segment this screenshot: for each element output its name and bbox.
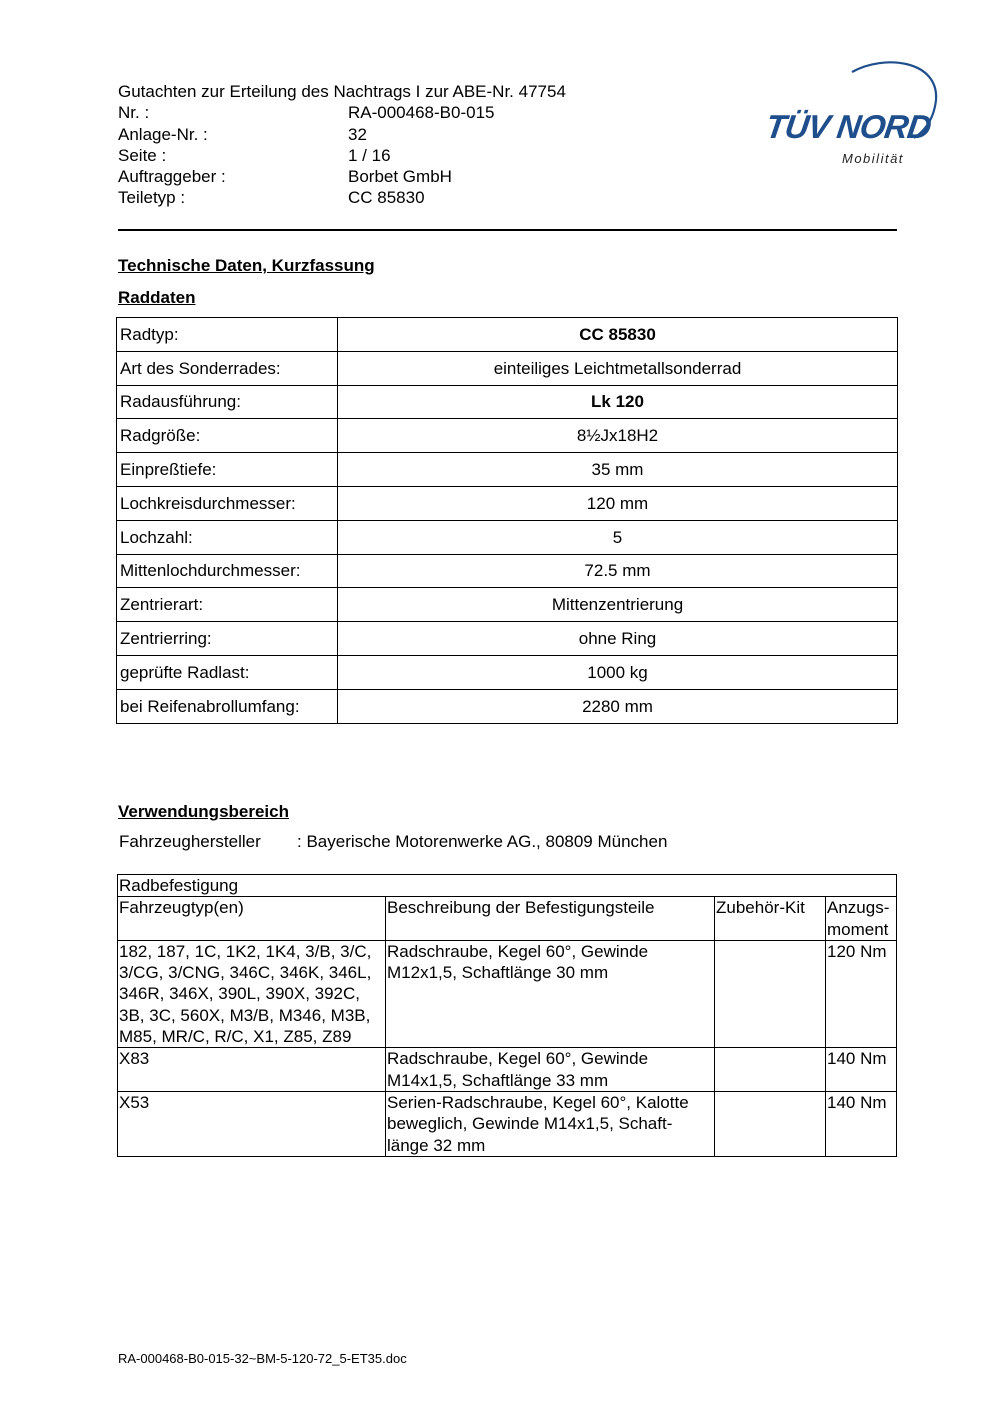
wheel-label: Radtyp:	[117, 318, 338, 352]
table-row	[117, 588, 898, 622]
table-row	[117, 520, 898, 554]
wheel-value: 2280 mm	[338, 689, 898, 723]
torque-cell: 140 Nm	[826, 1091, 897, 1156]
table-row	[118, 1091, 897, 1156]
table-row	[117, 318, 898, 352]
table-row	[118, 940, 897, 1047]
header-divider	[118, 229, 897, 231]
wheel-value: Lk 120	[338, 385, 898, 419]
maker-label: Fahrzeughersteller	[119, 832, 261, 851]
torque-cell: 120 Nm	[826, 940, 897, 1047]
description-cell: Serien-Radschraube, Kegel 60°, Kalotte beweglich, Gewinde M14x1,5, Schaft- länge 32 mm	[386, 1091, 715, 1156]
maker-value: : Bayerische Motorenwerke AG., 80809 München	[297, 832, 668, 851]
wheel-value: ohne Ring	[338, 622, 898, 656]
vehicle-types-cell: 182, 187, 1C, 1K2, 1K4, 3/B, 3/C, 3/CG, 3/CNG, 346C, 346K, 346L, 346R, 346X, 390L, 390X, 392C, 3B, 3C, 560X, M3/B, M346, M3B, M85, MR/C, R/C, X1, Z85, Z89	[118, 940, 386, 1047]
fixing-table-caption: Radbefestigung	[118, 875, 897, 897]
kit-cell	[715, 1048, 826, 1092]
description-cell: Radschraube, Kegel 60°, Gewinde M12x1,5, Schaftlänge 30 mm	[386, 940, 715, 1047]
section-title-technical: Technische Daten, Kurzfassung	[118, 256, 375, 275]
wheel-label: Zentrierring:	[117, 622, 338, 656]
wheel-value: 5	[338, 520, 898, 554]
header-label-anlage: Anlage-Nr. :	[118, 124, 208, 144]
wheel-value: 35 mm	[338, 453, 898, 487]
header-value-auftraggeber: Borbet GmbH	[348, 167, 452, 187]
table-row	[117, 419, 898, 453]
description-cell: Radschraube, Kegel 60°, Gewinde M14x1,5, Schaftlänge 33 mm	[386, 1048, 715, 1092]
wheel-label: Lochzahl:	[117, 520, 338, 554]
column-header-types: Fahrzeugtyp(en)	[118, 897, 386, 941]
wheel-data-table	[116, 317, 898, 724]
torque-cell: 140 Nm	[826, 1048, 897, 1092]
header-label-teiletyp: Teiletyp :	[118, 188, 186, 208]
wheel-value: 1000 kg	[338, 655, 898, 689]
kit-cell	[715, 1091, 826, 1156]
wheel-value: einteiliges Leichtmetallsonderrad	[338, 351, 898, 385]
header-label-nr: Nr. :	[118, 103, 150, 123]
logo-subtitle: Mobilität	[842, 151, 904, 166]
column-header-torque: Anzugs- moment	[826, 897, 897, 941]
table-row	[117, 622, 898, 656]
header-label-auftraggeber: Auftraggeber :	[118, 167, 226, 187]
document-title: Gutachten zur Erteilung des Nachtrags I zur ABE-Nr. 47754	[118, 82, 566, 101]
column-header-kit: Zubehör-Kit	[715, 897, 826, 941]
table-row	[117, 655, 898, 689]
header-label-seite: Seite :	[118, 145, 167, 165]
wheel-label: Einpreßtiefe:	[117, 453, 338, 487]
table-row	[118, 1048, 897, 1092]
wheel-value: 120 mm	[338, 486, 898, 520]
table-row	[117, 351, 898, 385]
fixing-table	[117, 874, 897, 1157]
column-header-description: Beschreibung der Befestigungsteile	[386, 897, 715, 941]
wheel-label: Art des Sonderrades:	[117, 351, 338, 385]
table-row	[117, 689, 898, 723]
wheel-label: Radausführung:	[117, 385, 338, 419]
wheel-label: Mittenlochdurchmesser:	[117, 554, 338, 588]
table-header-row	[118, 897, 897, 941]
wheel-label: Lochkreisdurchmesser:	[117, 486, 338, 520]
footer-filename: RA-000468-B0-015-32~BM-5-120-72_5-ET35.doc	[118, 1351, 407, 1366]
wheel-value: 8½Jx18H2	[338, 419, 898, 453]
header-value-nr: RA-000468-B0-015	[348, 103, 495, 123]
section-subtitle-raddaten: Raddaten	[118, 288, 196, 307]
wheel-label: geprüfte Radlast:	[117, 655, 338, 689]
kit-cell	[715, 940, 826, 1047]
table-row	[117, 453, 898, 487]
header-value-anlage: 32	[348, 124, 367, 144]
table-row	[117, 554, 898, 588]
tuv-nord-logo	[764, 58, 944, 173]
header-value-teiletyp: CC 85830	[348, 188, 425, 208]
wheel-value: Mittenzentrierung	[338, 588, 898, 622]
header-value-seite: 1 / 16	[348, 145, 391, 165]
wheel-label: Zentrierart:	[117, 588, 338, 622]
wheel-label: bei Reifenabrollumfang:	[117, 689, 338, 723]
section-title-usage: Verwendungsbereich	[118, 802, 289, 821]
table-row	[118, 875, 897, 897]
table-row	[117, 486, 898, 520]
wheel-value: 72.5 mm	[338, 554, 898, 588]
wheel-value: CC 85830	[338, 318, 898, 352]
table-row	[117, 385, 898, 419]
wheel-label: Radgröße:	[117, 419, 338, 453]
vehicle-types-cell: X53	[118, 1091, 386, 1156]
vehicle-types-cell: X83	[118, 1048, 386, 1092]
logo-brand-text: TÜV NORD	[763, 108, 934, 145]
